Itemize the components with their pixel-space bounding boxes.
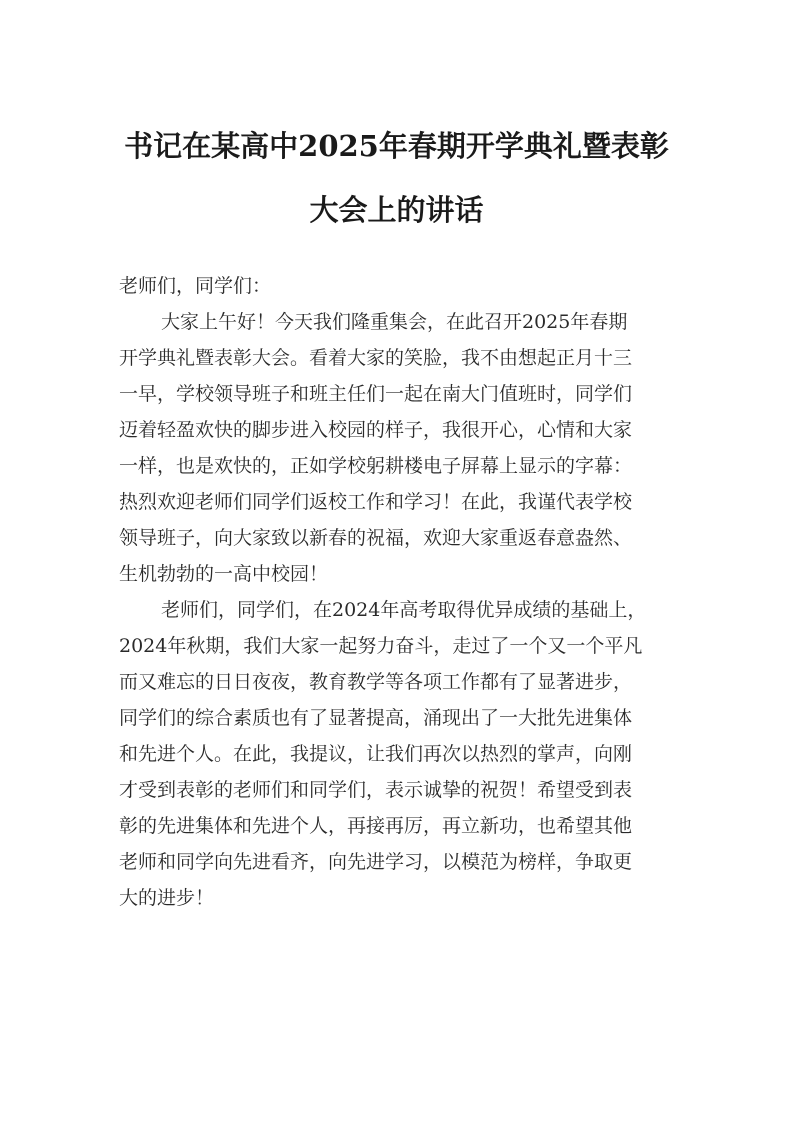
- paragraph-line: 2024年秋期，我们大家一起努力奋斗，走过了一个又一个平凡: [119, 635, 643, 657]
- paragraph-line: 生机勃勃的一高中校园！: [119, 563, 329, 585]
- paragraph-line: 开学典礼暨表彰大会。看着大家的笑脸，我不由想起正月十三: [119, 347, 633, 369]
- paragraph-line: 大家上午好！今天我们隆重集会，在此召开2025年春期: [161, 311, 628, 333]
- paragraph-line: 大的进步！: [119, 887, 215, 909]
- document-body: [119, 268, 676, 916]
- document-title-line-1: 书记在某高中2025年春期开学典礼暨表彰: [124, 129, 669, 163]
- paragraph-line: 一样，也是欢快的，正如学校躬耕楼电子屏幕上显示的字幕：: [119, 455, 633, 477]
- paragraph-line: 老师和同学向先进看齐，向先进学习，以模范为榜样，争取更: [119, 851, 633, 873]
- paragraph-line: 同学们的综合素质也有了显著提高，涌现出了一大批先进集体: [119, 707, 633, 729]
- paragraph-1: [119, 304, 676, 592]
- paragraph-line: 而又难忘的日日夜夜，教育教学等各项工作都有了显著进步，: [119, 671, 633, 693]
- paragraph-line: 领导班子，向大家致以新春的祝福，欢迎大家重返春意盎然、: [119, 527, 633, 549]
- paragraph-line: 热烈欢迎老师们同学们返校工作和学习！在此，我谨代表学校: [119, 491, 633, 513]
- paragraph-line: 才受到表彰的老师们和同学们，表示诚挚的祝贺！希望受到表: [119, 779, 633, 801]
- salutation: 老师们，同学们：: [119, 275, 272, 297]
- paragraph-2: [119, 592, 676, 916]
- paragraph-line: 和先进个人。在此，我提议，让我们再次以热烈的掌声，向刚: [119, 743, 633, 765]
- paragraph-line: 迈着轻盈欢快的脚步进入校园的样子，我很开心，心情和大家: [119, 419, 633, 441]
- paragraph-line: 老师们，同学们，在2024年高考取得优异成绩的基础上，: [161, 599, 647, 621]
- paragraph-line: 彰的先进集体和先进个人，再接再厉，再立新功，也希望其他: [119, 815, 633, 837]
- paragraph-line: 一早，学校领导班子和班主任们一起在南大门值班时，同学们: [119, 383, 633, 405]
- document-title-line-2: 大会上的讲话: [309, 193, 484, 227]
